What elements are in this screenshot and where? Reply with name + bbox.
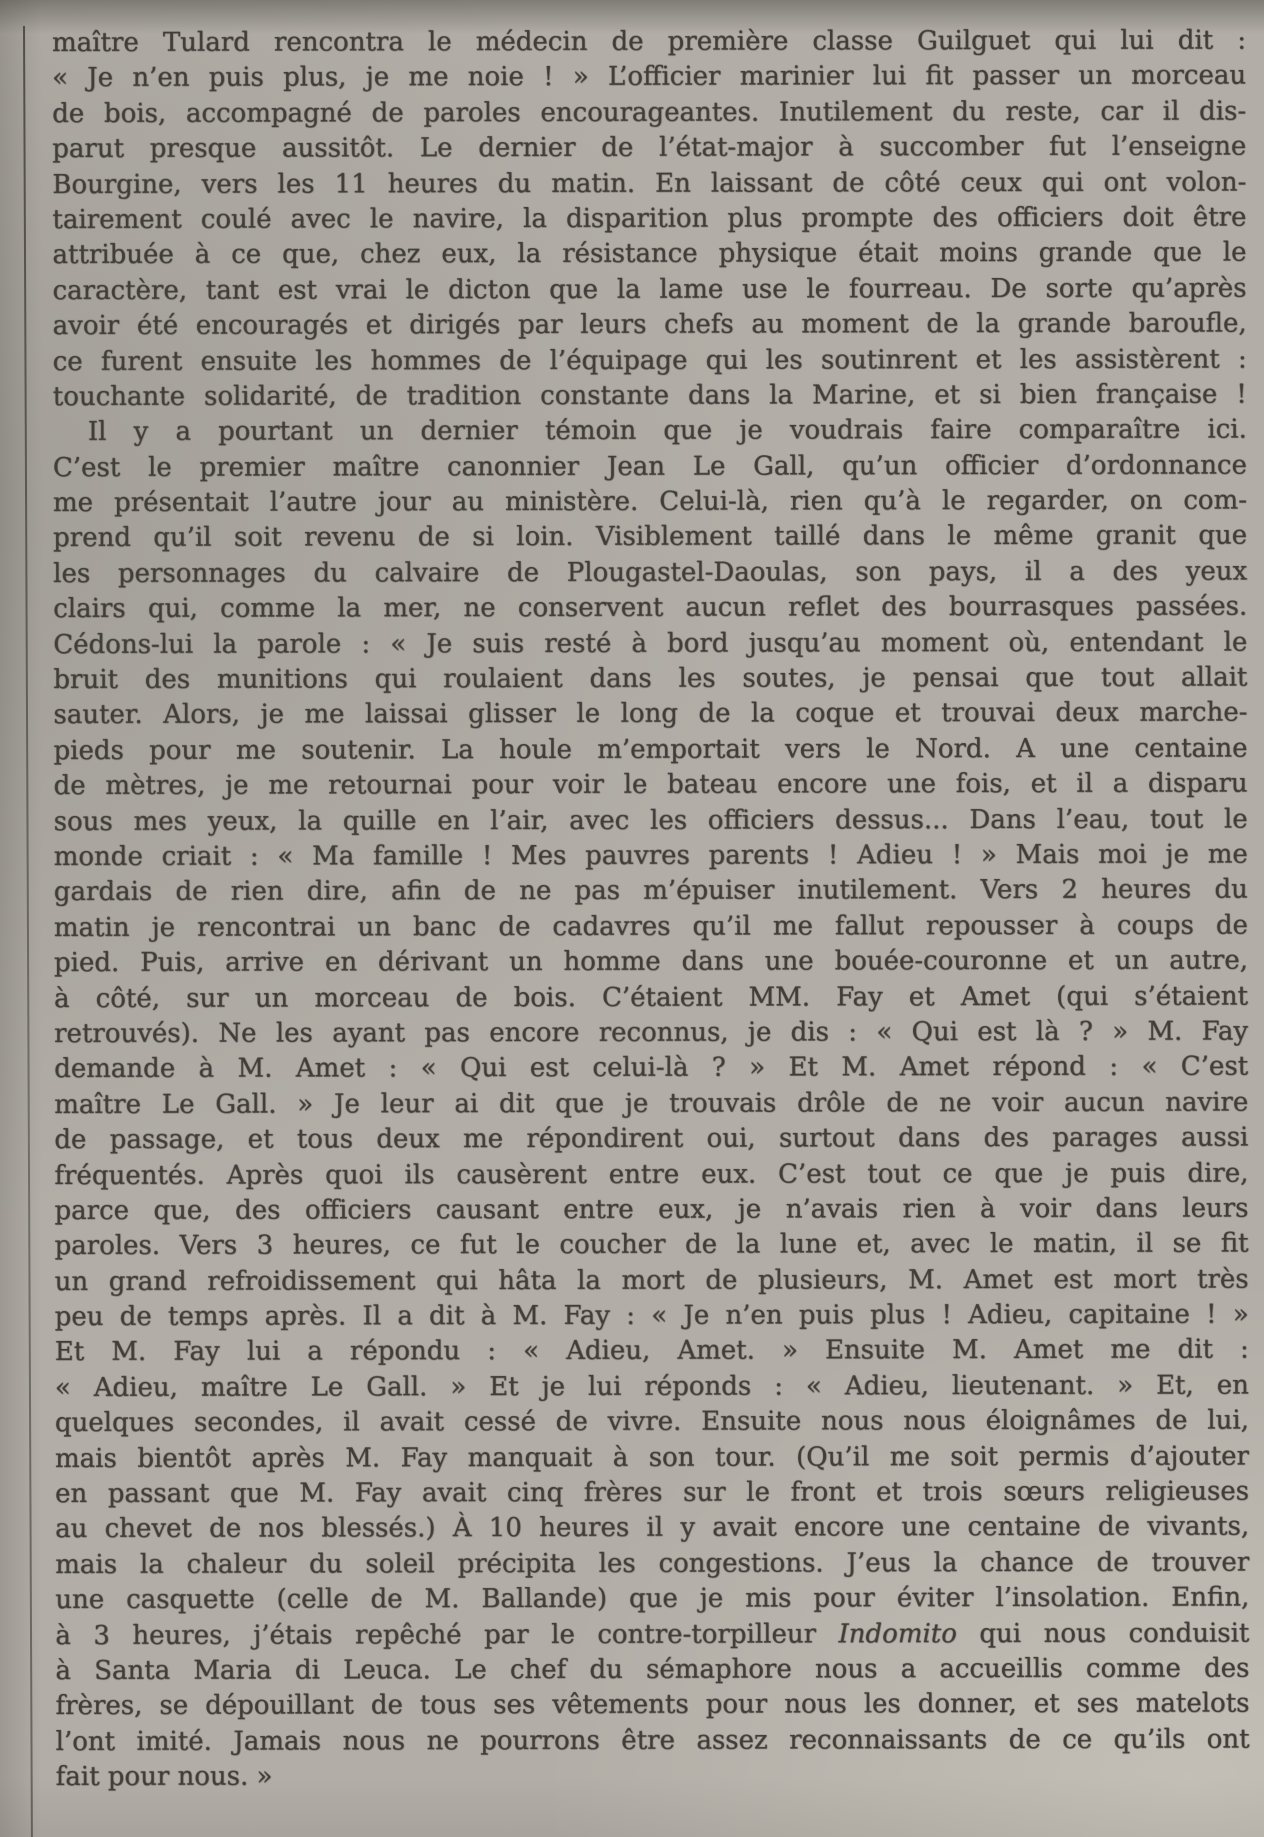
- text-line: de passage, et tous deux me répondirent oui, surtout dans des parages aussi: [54, 1122, 1249, 1156]
- text-line: mais bientôt après M. Fay manquait à son tour. (Qu’il me soit permis d’ajouter: [54, 1441, 1250, 1474]
- text-line: prend qu’il soit revenu de si loin. Visiblement taillé dans le même granit que: [53, 520, 1248, 554]
- text-line: me présentait l’autre jour au ministère. Celui-là, rien qu’à le regarder, on com-: [52, 485, 1248, 519]
- text-line: Cédons-lui la parole : « Je suis resté à bord jusqu’au moment où, entendant le: [53, 627, 1248, 660]
- text-line: « Je n’en puis plus, je me noie ! » L’officier marinier lui fit passer un morceau: [52, 60, 1247, 94]
- text-line: l’ont imité. Jamais nous ne pourrons être assez reconnaissants de ce qu’ils ont: [55, 1724, 1250, 1757]
- text-line: parce que, des officiers causant entre eux, je n’avais rien à voir dans leurs: [54, 1193, 1249, 1226]
- text-line: pied. Puis, arrive en dérivant un homme dans une bouée-couronne et un autre,: [53, 945, 1248, 979]
- text-line: un grand refroidissement qui hâta la mort de plusieurs, M. Amet est mort très: [54, 1264, 1249, 1297]
- text-line: sous mes yeux, la quille en l’air, avec les officiers dessus... Dans l’eau, tout le: [53, 804, 1248, 837]
- text-line: au chevet de nos blessés.) À 10 heures il y avait encore une centaine de vivants,: [55, 1511, 1250, 1545]
- text-line: quelques secondes, il avait cessé de vivre. Ensuite nous nous éloignâmes de lui,: [54, 1405, 1249, 1439]
- text-line: en passant que M. Fay avait cinq frères sur le front et trois sœurs religieuses: [55, 1476, 1250, 1510]
- text-line: de mètres, je me retournai pour voir le bateau encore une fois, et il a disparu: [53, 768, 1248, 802]
- text-line: parut presque aussitôt. Le dernier de l’état-major à succomber fut l’enseigne: [52, 131, 1247, 165]
- text-line: retrouvés). Ne les ayant pas encore reconnus, je dis : « Qui est là ? » M. Fay: [54, 1016, 1249, 1049]
- text-line: de bois, accompagné de paroles encourageantes. Inutilement du reste, car il dis-: [52, 96, 1247, 129]
- text-line: fait pour nous. »: [55, 1761, 273, 1793]
- text-line: Et M. Fay lui a répondu : « Adieu, Amet. » Ensuite M. Amet me dit :: [54, 1334, 1249, 1368]
- text-line: pieds pour me soutenir. La houle m’emportait vers le Nord. A une centaine: [53, 733, 1248, 766]
- text-line: matin je rencontrai un banc de cadavres qu’il me fallut repousser à coups de: [53, 910, 1248, 943]
- text-line: mais la chaleur du soleil précipita les congestions. J’eus la chance de trouver: [55, 1547, 1250, 1580]
- text-line: gardais de rien dire, afin de ne pas m’épuiser inutilement. Vers 2 heures du: [53, 874, 1248, 908]
- text-line: touchante solidarité, de tradition constante dans la Marine, et si bien française !: [52, 379, 1247, 412]
- text-line: bruit des munitions qui roulaient dans les soutes, je pensai que tout allait: [53, 662, 1248, 696]
- text-line: les personnages du calvaire de Plougastel-Daoulas, son pays, il a des yeux: [53, 556, 1248, 589]
- text-line: ce furent ensuite les hommes de l’équipage qui les soutinrent et les assistèrent :: [52, 344, 1247, 377]
- text-line: à côté, sur un morceau de bois. C’étaient MM. Fay et Amet (qui s’étaient: [54, 981, 1249, 1014]
- text-line: tairement coulé avec le navire, la disparition plus prompte des officiers doit être: [52, 202, 1247, 235]
- text-line: C’est le premier maître canonnier Jean Le Gall, qu’un officier d’ordonnance: [52, 450, 1247, 483]
- text-line: attribuée à ce que, chez eux, la résistance physique était moins grande que le: [52, 237, 1247, 271]
- text-line: monde criait : « Ma famille ! Mes pauvres parents ! Adieu ! » Mais moi je me: [53, 839, 1248, 872]
- text-line: demande à M. Amet : « Qui est celui-là ? » Et M. Amet répond : « C’est: [54, 1051, 1249, 1085]
- text-line: sauter. Alors, je me laissai glisser le long de la coque et trouvai deux marche-: [53, 697, 1248, 731]
- text-line: à Santa Maria di Leuca. Le chef du sémaphore nous a accueillis comme des: [55, 1653, 1250, 1686]
- text-line: frères, se dépouillant de tous ses vêtements pour nous les donner, et ses matelots: [55, 1688, 1250, 1722]
- ship-name-italic: Indomito: [838, 1618, 957, 1649]
- text-line: peu de temps après. Il a dit à M. Fay : « Je n’en puis plus ! Adieu, capitaine ! »: [54, 1299, 1249, 1333]
- text-line: clairs qui, comme la mer, ne conservent aucun reflet des bourrasques passées.: [53, 591, 1248, 625]
- text-line: maître Tulard rencontra le médecin de première classe Guilguet qui lui dit :: [52, 25, 1247, 58]
- text-line: fréquentés. Après quoi ils causèrent entre eux. C’est tout ce que je puis dire,: [54, 1157, 1249, 1191]
- page-fold-line: [23, 26, 33, 1837]
- text-line: « Adieu, maître Le Gall. » Et je lui réponds : « Adieu, lieutenant. » Et, en: [54, 1370, 1249, 1403]
- text-line: Bourgine, vers les 11 heures du matin. En laissant de côté ceux qui ont volon-: [52, 167, 1247, 200]
- text-line: à 3 heures, j’étais repêché par le contre-torpilleur Indomito qui nous conduisit: [55, 1618, 1250, 1651]
- text-line: caractère, tant est vrai le dicton que la lame use le fourreau. De sorte qu’après: [52, 273, 1247, 306]
- text-line: Il y a pourtant un dernier témoin que je voudrais faire comparaître ici.: [87, 414, 1247, 448]
- text-line: avoir été encouragés et dirigés par leurs chefs au moment de la grande baroufle,: [52, 308, 1247, 342]
- text-line: paroles. Vers 3 heures, ce fut le coucher de la lune et, avec le matin, il se fit: [54, 1228, 1249, 1262]
- page-text: [52, 23, 1250, 1795]
- text-line: maître Le Gall. » Je leur ai dit que je trouvais drôle de ne voir aucun navire: [54, 1087, 1249, 1120]
- text-line: une casquette (celle de M. Ballande) que je mis pour éviter l’insolation. Enfin,: [55, 1582, 1250, 1616]
